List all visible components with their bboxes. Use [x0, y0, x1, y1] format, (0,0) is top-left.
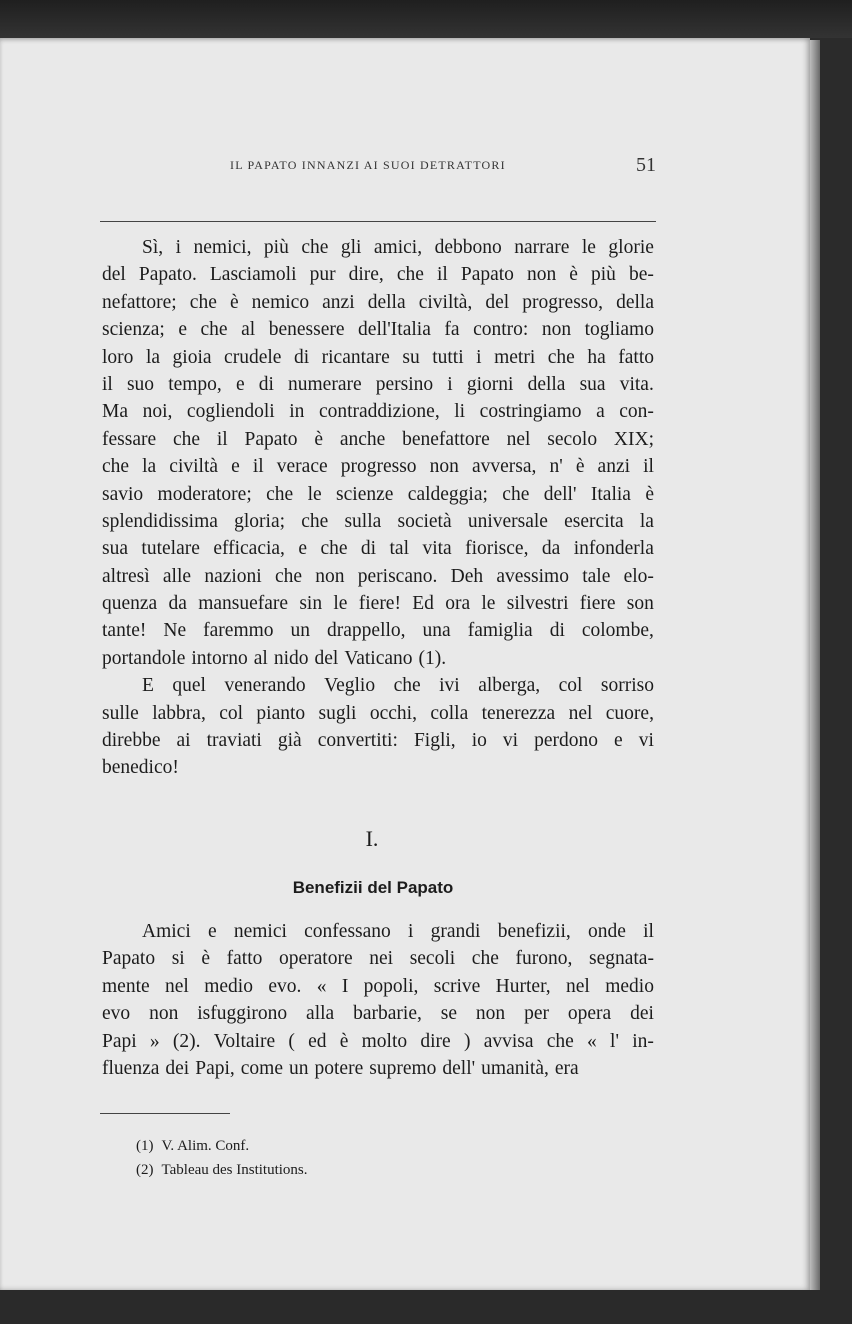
page-edge-shadow	[810, 40, 820, 1290]
text-line: il suo tempo, e di numerare persino i giorni della sua vita.	[102, 373, 654, 395]
text-line: Papi » (2). Voltaire ( ed è molto dire ) avvisa che « l' in-	[102, 1030, 654, 1052]
text-line: Amici e nemici confessano i grandi benefizii, onde il	[142, 921, 654, 942]
text-line: quenza da mansuefare sin le fiere! Ed ora le silvestri fiere son	[102, 593, 654, 615]
footnote-number: (2)	[136, 1162, 154, 1178]
text-line: sua tutelare efficacia, e che di tal vita fiorisce, da infonderla	[102, 538, 654, 560]
footnote-number: (1)	[136, 1138, 154, 1154]
footnote-text: Tableau des Institutions.	[161, 1162, 308, 1178]
text-line: tante! Ne faremmo un drappello, una famiglia di colombe,	[102, 620, 654, 642]
text-line: fluenza dei Papi, come un potere supremo dell' umanità, era	[102, 1057, 579, 1079]
section-title: Benefizii del Papato	[292, 878, 454, 897]
text-line: Papato si è fatto operatore nei secoli che furono, segnata-	[102, 948, 654, 970]
scan-top-background	[0, 0, 852, 38]
text-line: altresì alle nazioni che non periscano. Deh avessimo tale elo-	[102, 565, 654, 587]
text-line: savio moderatore; che le scienze caldeggia; che dell' Italia è	[102, 483, 654, 505]
body-text-top	[102, 234, 654, 782]
page-number: 51	[636, 154, 656, 176]
text-line: nefattore; che è nemico anzi della civiltà, del progresso, della	[102, 291, 654, 313]
section-number: I.	[365, 826, 379, 851]
text-line: benedico!	[102, 757, 179, 779]
text-line: Ma noi, cogliendoli in contraddizione, li costringiamo a con-	[102, 401, 654, 423]
text-line: Sì, i nemici, più che gli amici, debbono narrare le glorie	[142, 237, 654, 258]
text-line: direbbe ai traviati già convertiti: Figli, io vi perdono e vi	[102, 730, 654, 752]
text-line: evo non isfuggirono alla barbarie, se non per opera dei	[102, 1003, 654, 1025]
header-rule	[100, 221, 656, 222]
text-line: loro la gioia crudele di ricantare su tutti i metri che ha fatto	[102, 346, 654, 368]
footnote	[136, 1158, 536, 1182]
text-line: fessare che il Papato è anche benefattore nel secolo XIX;	[102, 428, 654, 450]
book-page	[0, 38, 810, 1290]
text-line: mente nel medio evo. « I popoli, scrive Hurter, nel medio	[102, 975, 654, 997]
text-line: splendidissima gloria; che sulla società universale esercita la	[102, 510, 654, 532]
text-line: E quel venerando Veglio che ivi alberga, col sorriso	[142, 675, 654, 697]
footnote-rule	[100, 1113, 230, 1114]
text-line: scienza; e che al benessere dell'Italia fa contro: non togliamo	[102, 319, 654, 341]
footnotes	[136, 1134, 536, 1182]
scan-bottom-background	[0, 1290, 852, 1324]
running-head	[100, 154, 656, 180]
text-line: sulle labbra, col pianto sugli occhi, colla tenerezza nel cuore,	[102, 702, 654, 724]
footnote	[136, 1134, 536, 1158]
body-text-bottom	[102, 918, 654, 1082]
text-line: portandole intorno al nido del Vaticano (1).	[102, 647, 447, 669]
text-line: del Papato. Lasciamoli pur dire, che il Papato non è più be-	[102, 264, 654, 286]
footnote-text: V. Alim. Conf.	[161, 1138, 250, 1154]
text-line: che la civiltà e il verace progresso non avversa, n' è anzi il	[102, 456, 654, 478]
running-title: IL PAPATO INNANZI AI SUOI DETRATTORI	[230, 158, 506, 172]
